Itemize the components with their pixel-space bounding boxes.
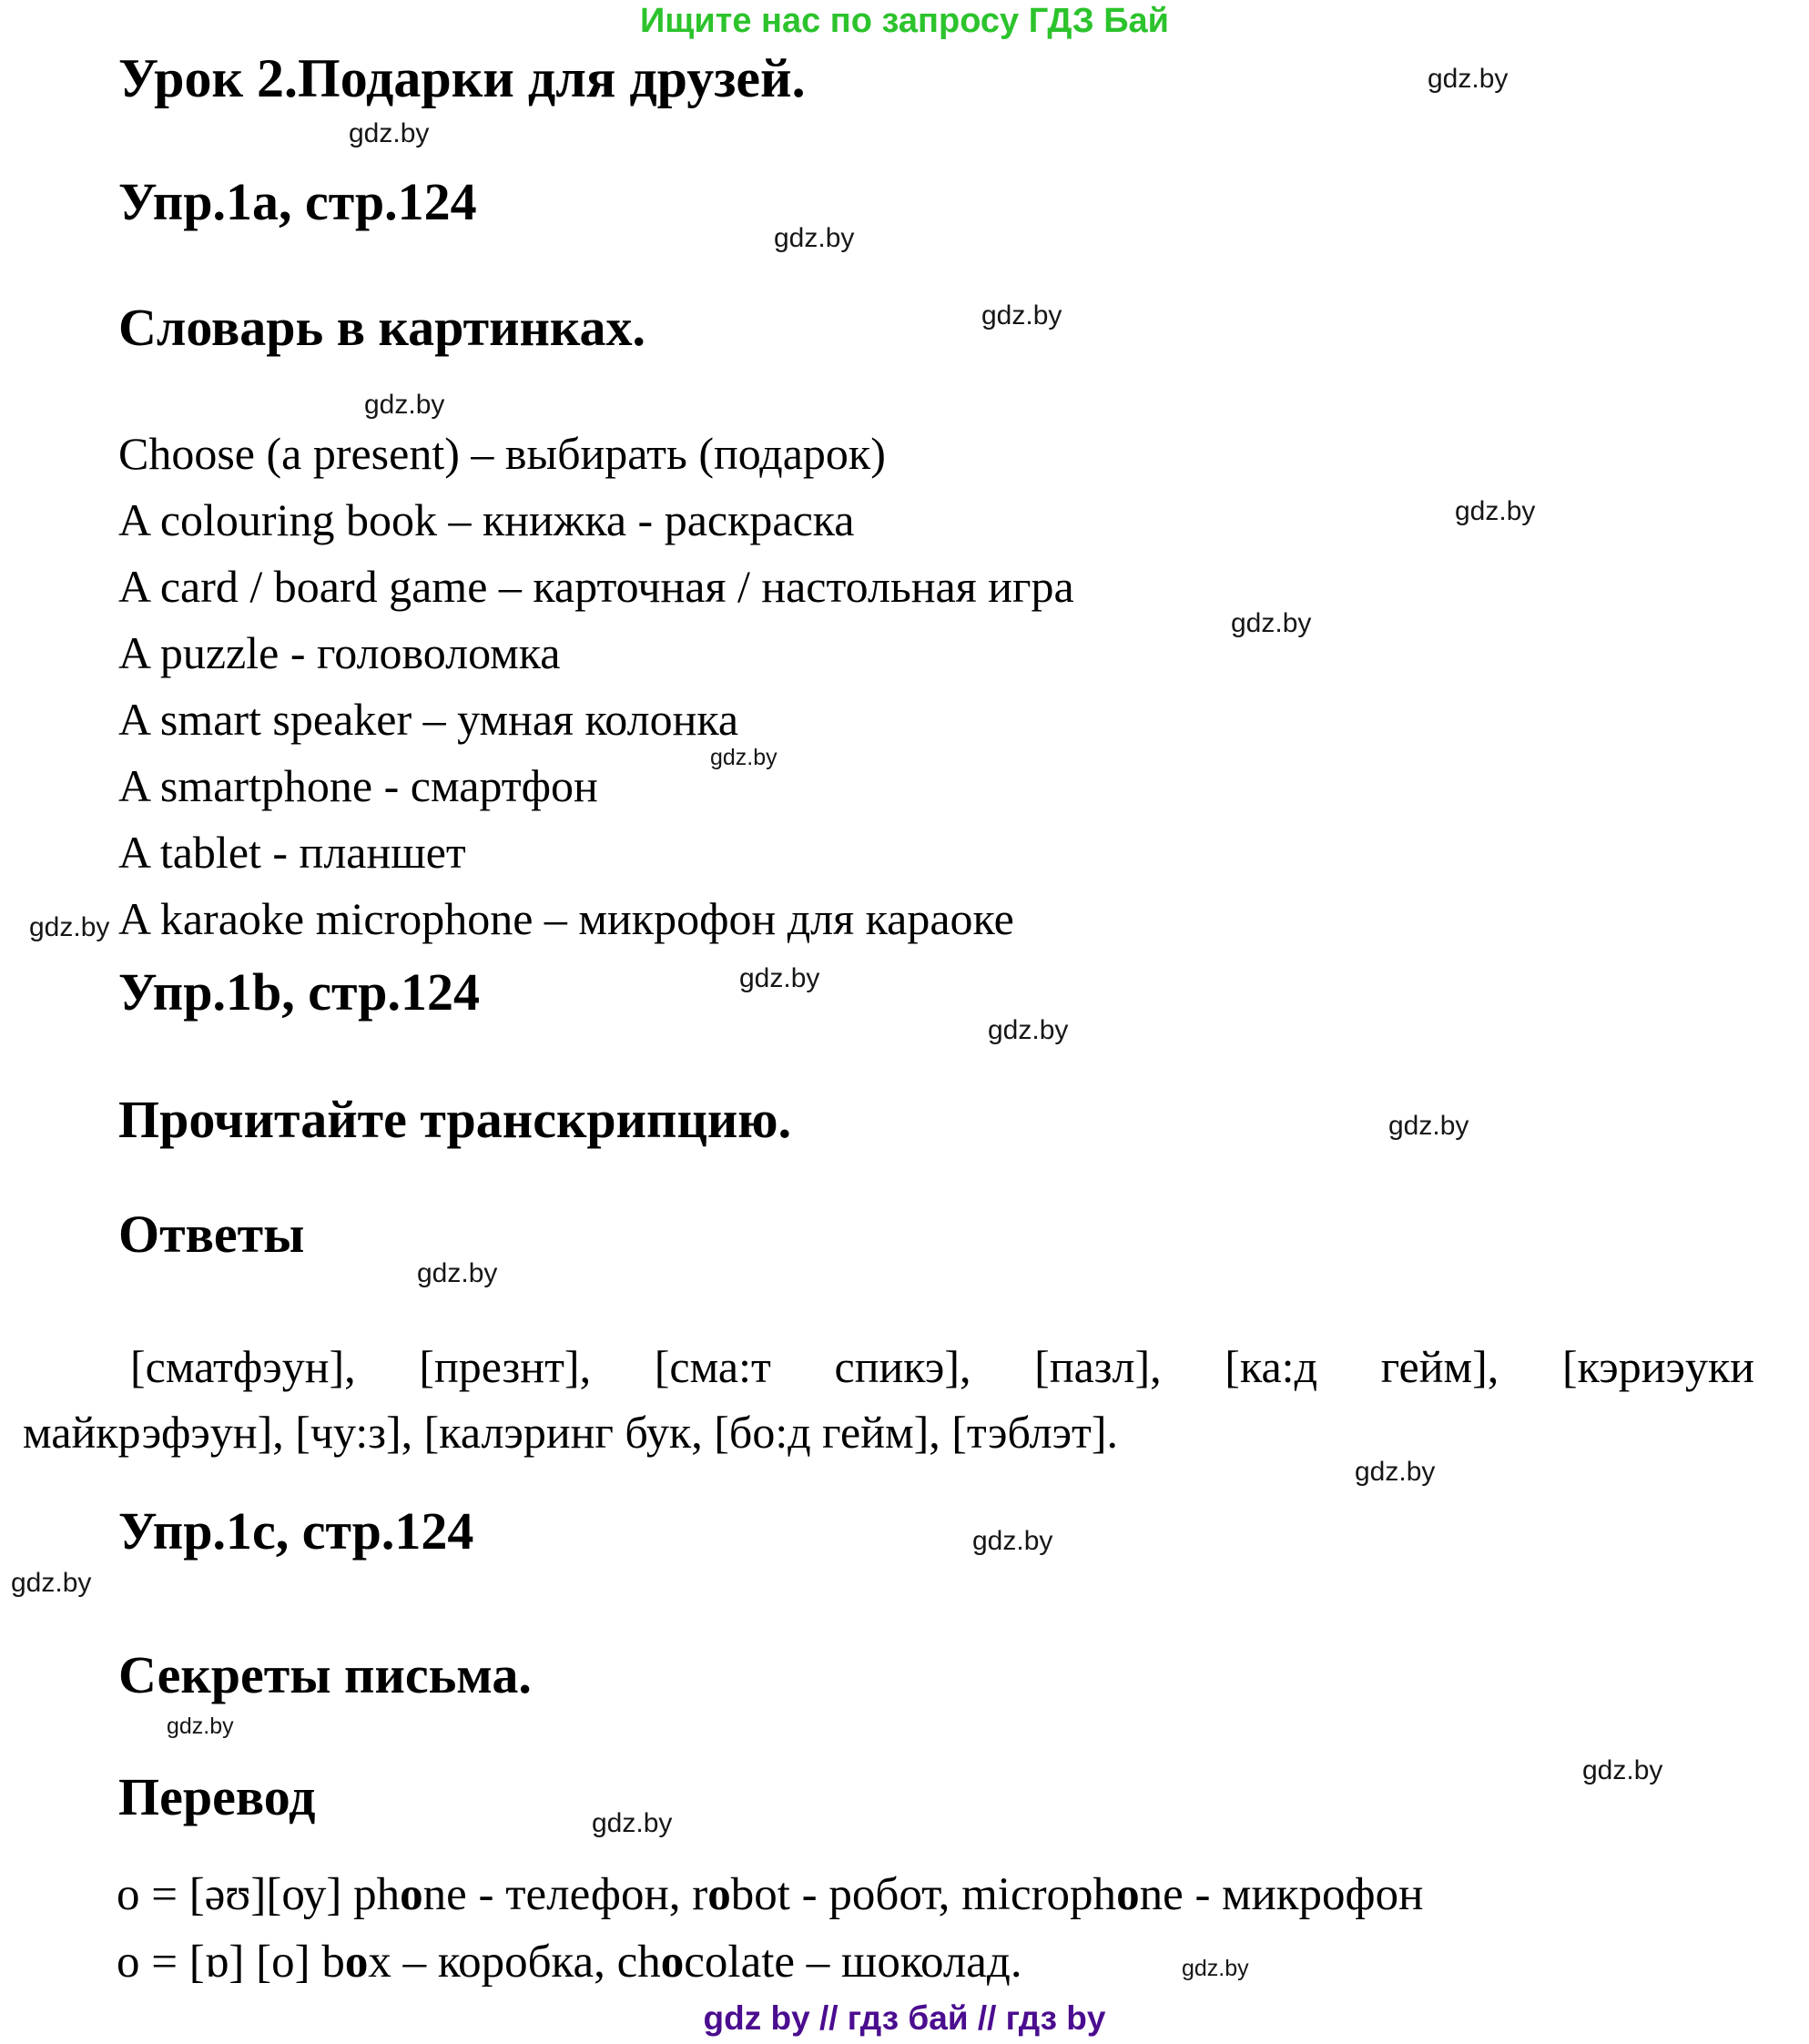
rule-text: ne - телефон, r (422, 1869, 708, 1920)
rule-text: o = [ɒ] [о] b (117, 1937, 345, 1988)
transcription-answer (23, 1334, 1754, 1465)
rule-text: x – коробка, ch (368, 1937, 661, 1988)
lesson-title: Урок 2.Подарки для друзей. (118, 48, 806, 108)
translation-heading: Перевод (118, 1767, 316, 1826)
gdz-watermark: gdz.by (981, 300, 1062, 330)
vocab-item: Choose (a present) – выбирать (подарок) (118, 428, 886, 479)
transcription-line: [сматфэун], [презнт], [сма:т спикэ], [пазл], [ка:д гейм], [кэриэуки (130, 1341, 1754, 1392)
vocab-item: A colouring book – книжка - раскраска (118, 494, 855, 545)
pronunciation-rule-o (117, 1936, 1022, 1988)
gdz-watermark: gdz.by (1428, 64, 1509, 94)
rule-text-bold: o (1116, 1869, 1140, 1920)
rule-text-bold: o (707, 1869, 731, 1920)
vocab-item: A puzzle - головоломка (118, 627, 561, 678)
gdz-watermark: gdz.by (349, 118, 430, 148)
rule-text-bold: o (400, 1869, 423, 1920)
vocab-item: A tablet - планшет (118, 827, 466, 878)
gdz-watermark: gdz.by (1455, 496, 1536, 526)
gdz-watermark: gdz.by (972, 1526, 1053, 1556)
vocab-item: A card / board game – карточная / настольная игра (118, 561, 1074, 612)
promo-banner: Ищите нас по запросу ГДЗ Бай (639, 2, 1170, 40)
task-heading: Прочитайте транскрипцию. (118, 1090, 792, 1149)
gdz-watermark: gdz.by (592, 1808, 673, 1838)
gdz-watermark: gdz.by (417, 1258, 498, 1288)
gdz-watermark: gdz.by (739, 963, 820, 993)
rule-text: colate – шоколад. (684, 1937, 1022, 1988)
footer-watermark: gdz by // гдз бай // гдз by (703, 1999, 1106, 2037)
rule-text: bot - робот, microph (730, 1869, 1117, 1920)
vocab-section-heading: Словарь в картинках. (118, 298, 645, 357)
gdz-watermark: gdz.by (1231, 608, 1312, 638)
rule-text-bold: o (344, 1937, 369, 1988)
exercise-1a-heading: Упр.1а, стр.124 (118, 172, 477, 231)
gdz-watermark: gdz.by (11, 1568, 92, 1598)
gdz-watermark: gdz.by (167, 1714, 234, 1739)
answers-heading: Ответы (118, 1205, 305, 1264)
exercise-1b-heading: Упр.1b, стр.124 (118, 962, 480, 1022)
gdz-watermark: gdz.by (710, 745, 777, 770)
pronunciation-rule-ou (117, 1868, 1423, 1921)
gdz-watermark: gdz.by (1355, 1457, 1436, 1487)
gdz-watermark: gdz.by (29, 912, 110, 942)
gdz-watermark: gdz.by (988, 1015, 1069, 1045)
gdz-watermark: gdz.by (774, 223, 855, 253)
exercise-1c-heading: Упр.1c, стр.124 (118, 1501, 474, 1561)
vocab-item: A karaoke microphone – микрофон для караоке (118, 893, 1014, 944)
secrets-heading: Секреты письма. (118, 1645, 532, 1704)
rule-text: ne - микрофон (1139, 1869, 1424, 1920)
vocab-item: A smart speaker – умная колонка (118, 694, 739, 745)
gdz-watermark: gdz.by (1388, 1111, 1469, 1141)
gdz-watermark: gdz.by (1182, 1956, 1249, 1981)
transcription-line: майкрэфэун], [чу:з], [калэринг бук, [бо:д гейм], [тэблэт]. (23, 1407, 1119, 1458)
vocab-item: A smartphone - смартфон (118, 760, 598, 811)
vocab-list (118, 421, 1074, 952)
gdz-watermark: gdz.by (364, 390, 445, 420)
gdz-watermark: gdz.by (1582, 1755, 1663, 1785)
rule-text-bold: o (660, 1937, 685, 1988)
rule-text: o = [əʊ][оу] ph (117, 1869, 401, 1920)
